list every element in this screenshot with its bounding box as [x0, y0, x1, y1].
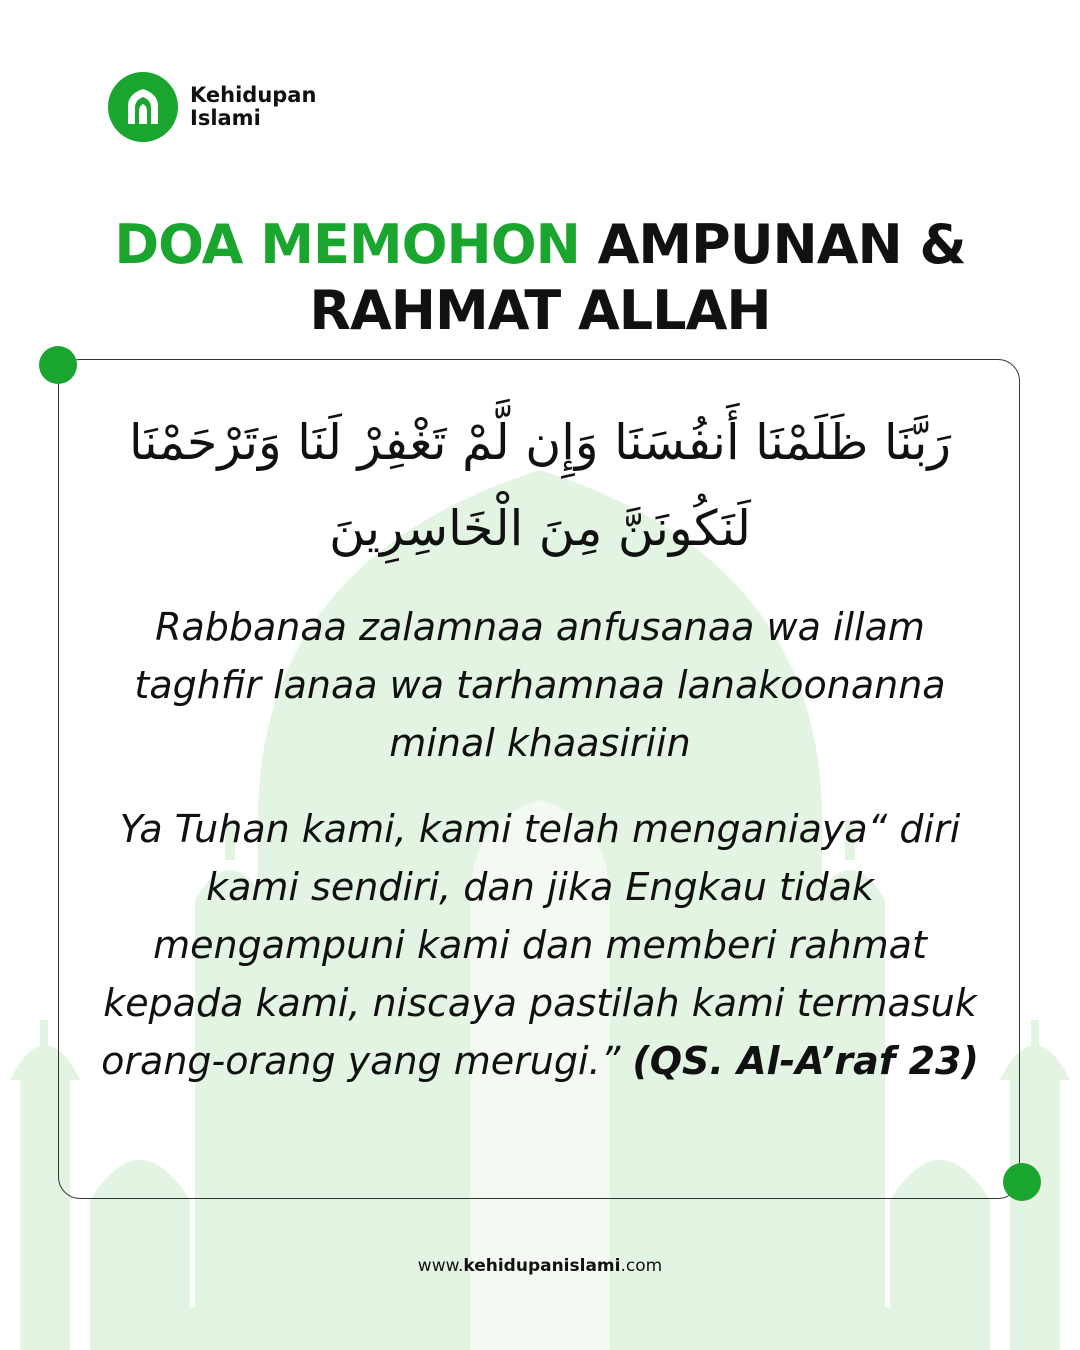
- decorative-dot-bottom-right: [1003, 1163, 1041, 1201]
- translation-text: Ya Tuhan kami, kami telah menganiaya“ diri kami sendiri, dan jika Engkau tidak mengampuni kami dan memberi rahmat kepada kami, niscaya pastilah kami termasuk orang-orang yang merugi.”: [101, 807, 977, 1083]
- arabic-prayer-text: رَبَّنَا ظَلَمْنَا أَنفُسَنَا وَإِن لَّمْ تَغْفِرْ لَنَا وَتَرْحَمْنَا لَنَكُونَنَّ مِنَ الْخَاسِرِينَ: [129, 414, 951, 557]
- brand-name: [190, 84, 316, 130]
- url-domain: kehidupanislami: [463, 1256, 621, 1276]
- mosque-arch-icon: [108, 72, 178, 142]
- website-url: [0, 1256, 1080, 1276]
- brand-logo: [108, 72, 316, 142]
- brand-name-line1: Kehidupan: [190, 83, 317, 107]
- transliteration-text: Rabbanaa zalamnaa anfusanaa wa illam taghfir lanaa wa tarhamnaa lanakoonanna minal khaasiriin: [134, 605, 946, 765]
- decorative-dot-top-left: [39, 346, 77, 384]
- title-line2: RAHMAT ALLAH: [309, 279, 771, 342]
- title-rest-line1: AMPUNAN &: [579, 213, 966, 276]
- verse-reference: (QS. Al-A’raf 23): [632, 1039, 979, 1083]
- page-title: [40, 212, 1040, 344]
- title-accent: DOA MEMOHON: [114, 213, 580, 276]
- url-suffix: .com: [620, 1256, 663, 1276]
- url-prefix: www.: [417, 1256, 464, 1276]
- brand-name-line2: Islami: [190, 106, 261, 130]
- translation-block: [80, 800, 1000, 1090]
